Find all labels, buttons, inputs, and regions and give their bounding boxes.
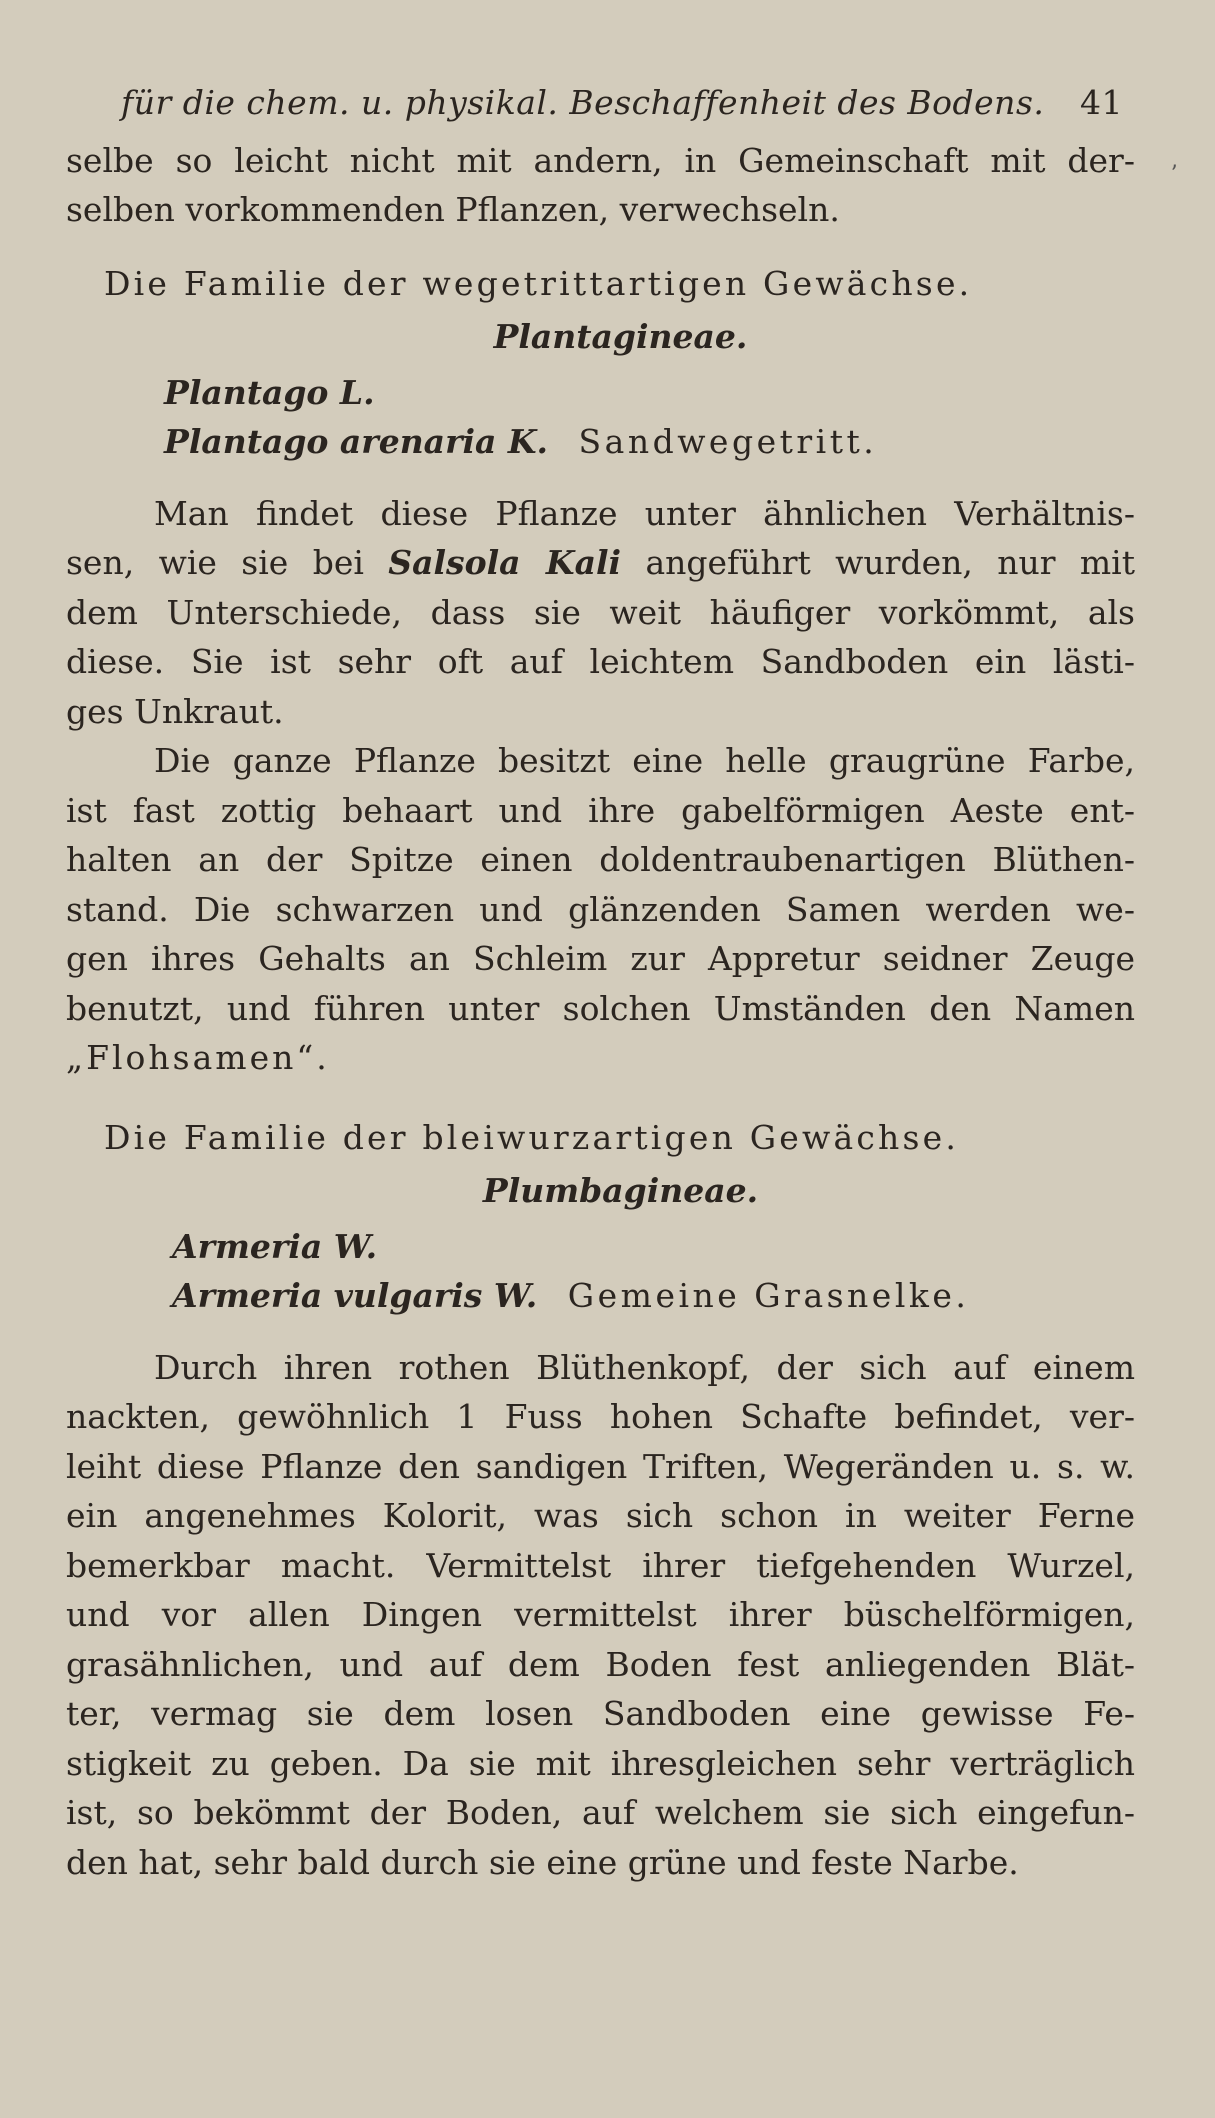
text-line: ist, so bekömmt der Boden, auf welchem sie sich eingefun- bbox=[66, 1793, 1135, 1832]
species-line bbox=[172, 1271, 1135, 1321]
text-line: Durch ihren rothen Blüthenkopf, der sich auf einem bbox=[154, 1347, 1135, 1387]
genus-name: Armeria W. bbox=[172, 1226, 378, 1266]
text-line: bemerkbar macht. Vermittelst ihrer tiefgehenden Wurzel, bbox=[66, 1545, 1135, 1585]
text-line: Die ganze Pflanze besitzt eine helle graugrüne Farbe, bbox=[154, 741, 1135, 780]
text-line: grasähnlichen, und auf dem Boden fest anliegenden Blät- bbox=[66, 1644, 1135, 1684]
text-line: selben vorkommenden Pflanzen, verwechseln. bbox=[66, 190, 840, 229]
page-number: 41 bbox=[1080, 83, 1123, 122]
text-line: benutzt, und führen unter solchen Umständen den Namen bbox=[66, 988, 1135, 1028]
text-line: ein angenehmes Kolorit, was sich schon in weiter Ferne bbox=[66, 1496, 1135, 1535]
family-latin-name: Plantagineae. bbox=[493, 317, 748, 356]
family-heading: Die Familie der wegetrittartigen Gewächse. bbox=[104, 263, 973, 303]
species-scientific-name: Armeria vulgaris W. bbox=[172, 1276, 538, 1315]
text-line: ter, vermag sie dem losen Sandboden eine gewisse Fe- bbox=[66, 1694, 1135, 1733]
text-fragment: sen, wie sie bei bbox=[66, 543, 389, 582]
text-line: Man findet diese Pflanze unter ähnlichen Verhältnis- bbox=[154, 493, 1135, 533]
paragraph bbox=[66, 489, 1135, 737]
family-heading: Die Familie der bleiwurzartigen Gewächse. bbox=[104, 1117, 960, 1157]
margin-tick: ʼ bbox=[1170, 162, 1177, 187]
species-common-name: Sandwegetritt. bbox=[578, 422, 878, 461]
paragraph bbox=[66, 1343, 1135, 1888]
text-line: gen ihres Gehalts an Schleim zur Appretur seidner Zeuge bbox=[66, 939, 1135, 978]
text-line: nackten, gewöhnlich 1 Fuss hohen Schafte befindet, ver- bbox=[66, 1397, 1135, 1436]
species-reference: Salsola Kali bbox=[388, 543, 622, 582]
text-fragment: angeführt wurden, nur mit bbox=[621, 543, 1135, 582]
text-line: „Flohsamen“. bbox=[66, 1038, 330, 1077]
species-common-name: Gemeine Grasnelke. bbox=[567, 1276, 970, 1315]
text-line: ist fast zottig behaart und ihre gabelförmigen Aeste ent- bbox=[66, 790, 1135, 830]
text-line: stigkeit zu geben. Da sie mit ihresgleichen sehr verträglich bbox=[66, 1743, 1135, 1783]
text-line bbox=[66, 538, 1135, 588]
text-line: ges Unkraut. bbox=[66, 691, 284, 731]
intro-paragraph bbox=[66, 136, 1135, 235]
paragraph bbox=[66, 736, 1135, 1083]
species-scientific-name: Plantago arenaria K. bbox=[164, 422, 549, 461]
text-line: halten an der Spitze einen doldentraubenartigen Blüthen- bbox=[66, 840, 1135, 879]
text-line: stand. Die schwarzen und glänzenden Samen werden we- bbox=[66, 889, 1135, 929]
running-header bbox=[66, 78, 1135, 128]
text-line: leiht diese Pflanze den sandigen Triften, Wegeränden u. s. w. bbox=[66, 1446, 1135, 1486]
species-line bbox=[164, 417, 1135, 467]
text-line: den hat, sehr bald durch sie eine grüne und feste Narbe. bbox=[66, 1842, 1019, 1882]
text-line: dem Unterschiede, dass sie weit häufiger vorkömmt, als bbox=[66, 592, 1135, 632]
running-title: für die chem. u. physikal. Beschaffenheit des Bodens. bbox=[121, 83, 1045, 122]
family-latin-name: Plumbagineae. bbox=[482, 1171, 759, 1210]
text-line: diese. Sie ist sehr oft auf leichtem Sandboden ein lästi- bbox=[66, 642, 1135, 681]
text-line: selbe so leicht nicht mit andern, in Gemeinschaft mit der- bbox=[66, 140, 1135, 180]
text-line: und vor allen Dingen vermittelst ihrer büschelförmigen, bbox=[66, 1595, 1135, 1634]
genus-name: Plantago L. bbox=[164, 372, 375, 412]
